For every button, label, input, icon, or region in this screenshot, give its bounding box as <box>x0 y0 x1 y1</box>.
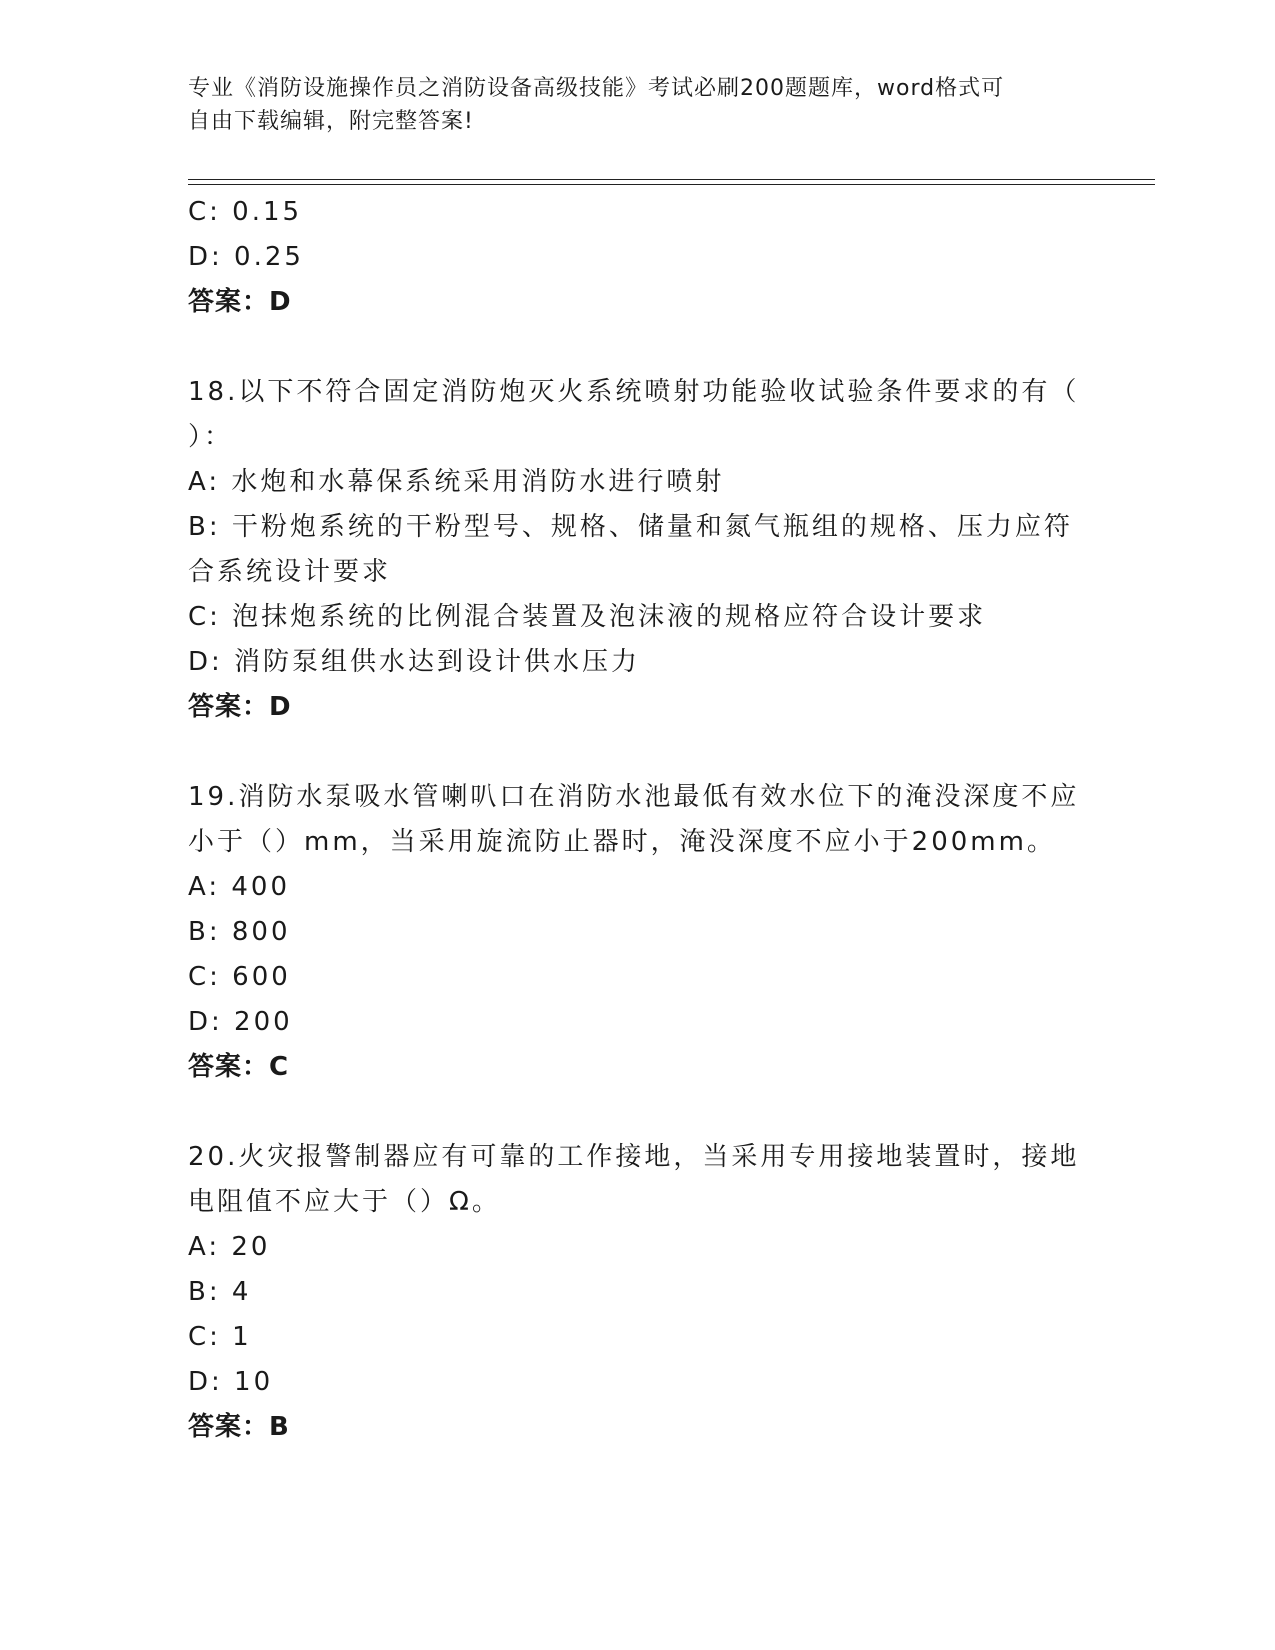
option-a: A: 400 <box>188 872 290 902</box>
option-c: C: 1 <box>188 1322 252 1352</box>
spacer <box>188 1090 1088 1135</box>
question-stem: 小于（）mm，当采用旋流防止器时，淹没深度不应小于200mm。 <box>188 827 1056 857</box>
option-b-continued: 合系统设计要求 <box>188 557 392 587</box>
header-line-1: 专业《消防设施操作员之消防设备高级技能》考试必刷200题题库，word格式可 <box>188 76 1005 101</box>
option-d: D: 消防泵组供水达到设计供水压力 <box>188 647 641 677</box>
option-d: D: 200 <box>188 1007 293 1037</box>
question-stem: 18.以下不符合固定消防炮灭火系统喷射功能验收试验条件要求的有（ <box>188 377 1080 407</box>
spacer <box>188 730 1088 775</box>
question-stem: 19.消防水泵吸水管喇叭口在消防水池最低有效水位下的淹没深度不应 <box>188 782 1080 812</box>
header-line-2: 自由下载编辑，附完整答案! <box>188 109 474 134</box>
answer-line: 答案：B <box>188 1412 290 1442</box>
question-20 <box>188 1135 1088 1450</box>
question-stem: 20.火灾报警制器应有可靠的工作接地，当采用专用接地装置时，接地 <box>188 1142 1080 1172</box>
question-17-tail <box>188 190 1088 325</box>
document-header <box>188 72 1088 138</box>
question-list <box>188 190 1088 1450</box>
header-rule-bottom <box>188 184 1155 185</box>
answer-line: 答案：D <box>188 692 292 722</box>
question-stem: ）： <box>188 422 234 452</box>
option-c: C: 泡抹炮系统的比例混合装置及泡沫液的规格应符合设计要求 <box>188 602 987 632</box>
option-b: B: 800 <box>188 917 291 947</box>
option-a: A: 20 <box>188 1232 271 1262</box>
spacer <box>188 325 1088 370</box>
header-rule-top <box>188 179 1155 180</box>
answer-line: 答案：D <box>188 287 292 317</box>
answer-line: 答案：C <box>188 1052 290 1082</box>
question-19 <box>188 775 1088 1090</box>
option-c: C: 600 <box>188 962 291 992</box>
option-c: C: 0.15 <box>188 197 303 227</box>
option-b: B: 4 <box>188 1277 252 1307</box>
option-a: A: 水炮和水幕保系统采用消防水进行喷射 <box>188 467 725 497</box>
option-d: D: 10 <box>188 1367 274 1397</box>
question-stem: 电阻值不应大于（）Ω。 <box>188 1187 501 1217</box>
option-d: D: 0.25 <box>188 242 304 272</box>
question-18 <box>188 370 1088 730</box>
option-b: B: 干粉炮系统的干粉型号、规格、储量和氮气瓶组的规格、压力应符 <box>188 512 1073 542</box>
